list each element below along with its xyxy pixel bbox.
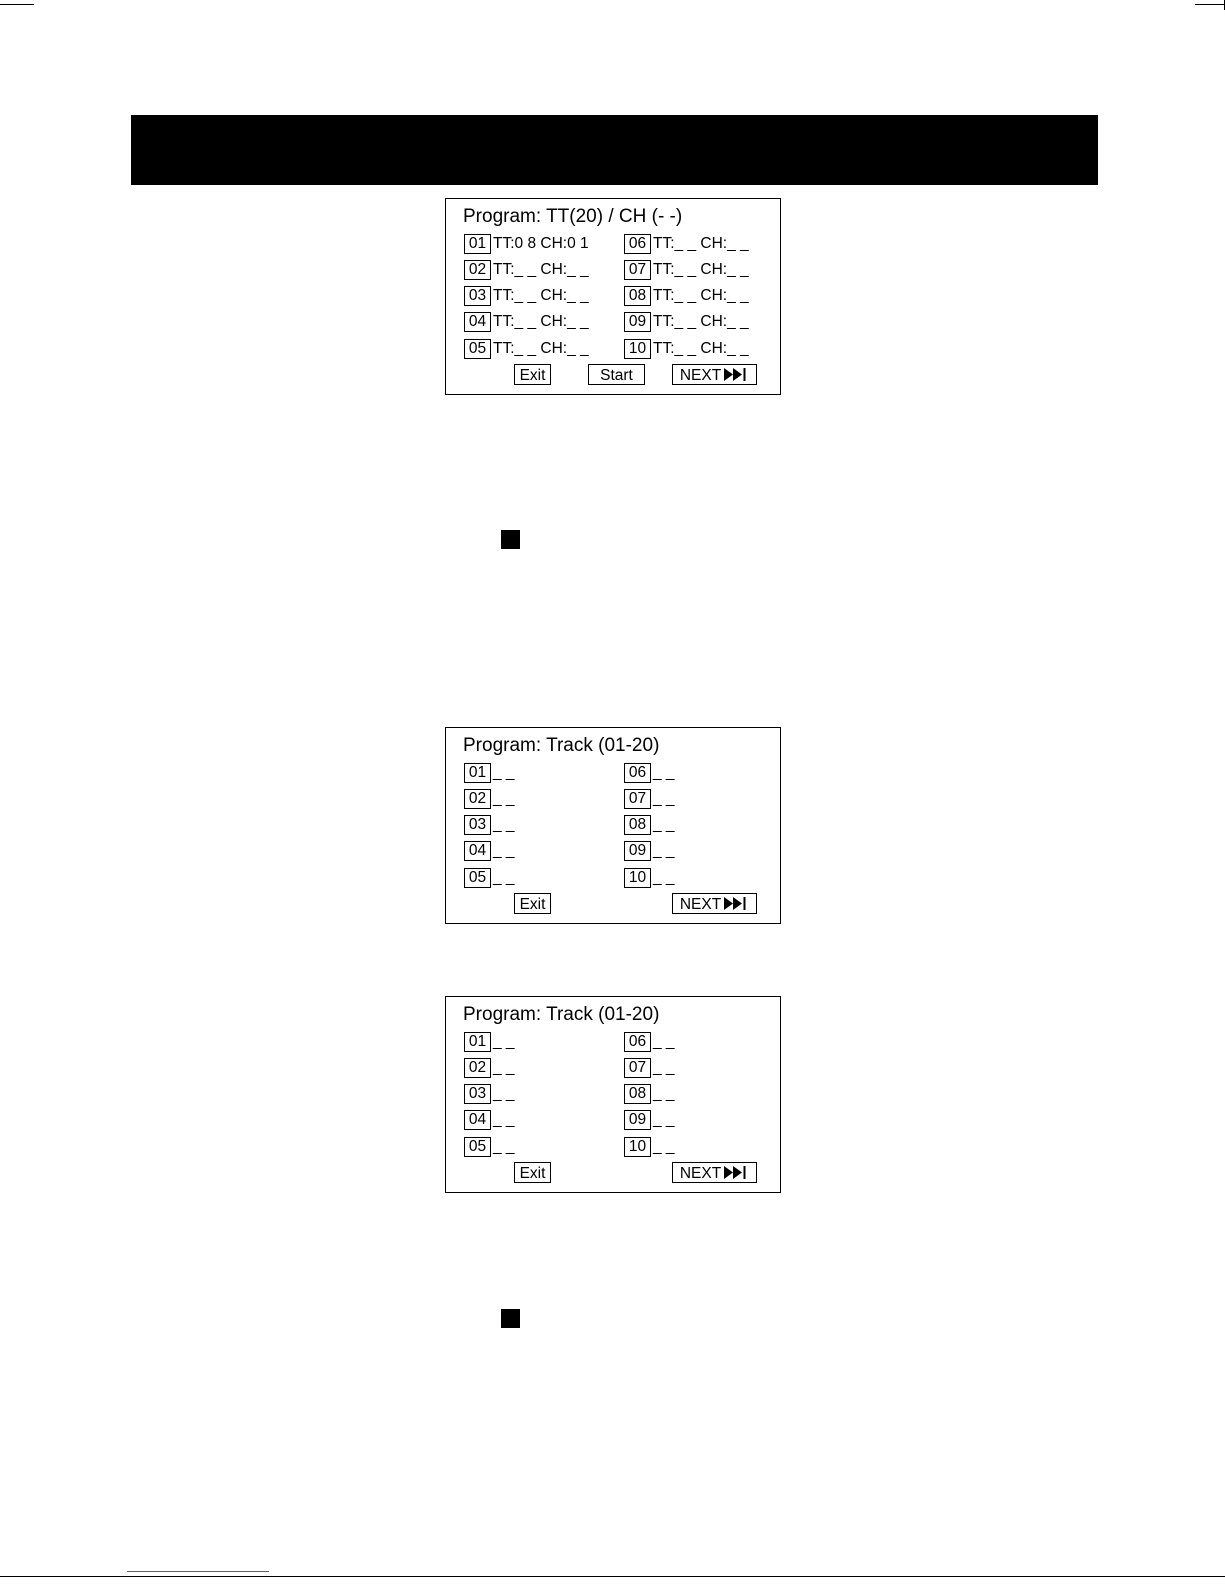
program-slot[interactable] <box>464 1058 515 1078</box>
slot-value: TT:_ _ CH:_ _ <box>493 340 589 357</box>
program-slot[interactable] <box>464 312 589 332</box>
program-slot[interactable] <box>464 1110 515 1130</box>
slot-number: 05 <box>464 1137 491 1157</box>
slot-value: _ _ <box>493 1033 515 1050</box>
slot-number: 08 <box>624 286 651 306</box>
section-header-band <box>131 115 1098 185</box>
slot-number: 02 <box>464 260 491 280</box>
next-button[interactable] <box>672 364 757 385</box>
slot-number: 06 <box>624 1032 651 1052</box>
next-button-label: NEXT <box>679 1165 722 1182</box>
slot-number: 01 <box>464 1032 491 1052</box>
program-slot[interactable] <box>624 234 749 254</box>
program-screen-title: Program: Track (01-20) <box>463 735 660 756</box>
program-slot[interactable] <box>464 815 515 835</box>
slot-value: TT:_ _ CH:_ _ <box>653 287 749 304</box>
program-slot[interactable] <box>464 868 515 888</box>
slot-value: TT:_ _ CH:_ _ <box>653 340 749 357</box>
slot-number: 05 <box>464 868 491 888</box>
program-slot[interactable] <box>624 1084 675 1104</box>
slot-value: TT:_ _ CH:_ _ <box>653 313 749 330</box>
next-button[interactable] <box>672 893 757 914</box>
program-slot[interactable] <box>624 339 749 359</box>
footer-rule <box>0 1576 1225 1577</box>
slot-value: _ _ <box>493 869 515 886</box>
slot-value: _ _ <box>493 1138 515 1155</box>
program-slot[interactable] <box>464 339 589 359</box>
program-slot[interactable] <box>624 1032 675 1052</box>
slot-number: 09 <box>624 841 651 861</box>
slot-number: 07 <box>624 260 651 280</box>
slot-value: _ _ <box>493 1111 515 1128</box>
slot-number: 09 <box>624 312 651 332</box>
slot-value: _ _ <box>653 842 675 859</box>
slot-number: 03 <box>464 1084 491 1104</box>
program-slot[interactable] <box>624 763 675 783</box>
exit-button[interactable] <box>514 893 551 914</box>
program-slot[interactable] <box>624 1058 675 1078</box>
next-button-label: NEXT <box>679 367 722 384</box>
program-slot[interactable] <box>624 1137 675 1157</box>
slot-number: 09 <box>624 1110 651 1130</box>
program-slot[interactable] <box>624 286 749 306</box>
slot-number: 01 <box>464 234 491 254</box>
exit-button-label: Exit <box>519 896 546 913</box>
slot-number: 01 <box>464 763 491 783</box>
slot-value: _ _ <box>653 1059 675 1076</box>
crop-mark-top-right <box>1195 4 1225 5</box>
start-button-label: Start <box>600 367 633 384</box>
crop-mark-top-left <box>0 4 34 5</box>
slot-value: TT:_ _ CH:_ _ <box>653 261 749 278</box>
program-slot[interactable] <box>624 260 749 280</box>
slot-value: TT:_ _ CH:_ _ <box>493 287 589 304</box>
slot-value: _ _ <box>653 1085 675 1102</box>
program-slot[interactable] <box>464 286 589 306</box>
program-slot[interactable] <box>624 841 675 861</box>
program-screen-title-chapter <box>445 198 781 395</box>
slot-value: _ _ <box>653 1138 675 1155</box>
exit-button-label: Exit <box>519 1165 546 1182</box>
slot-value: TT:_ _ CH:_ _ <box>653 235 749 252</box>
start-button[interactable] <box>588 364 645 385</box>
program-slot[interactable] <box>624 789 675 809</box>
slot-value: TT:0 8 CH:0 1 <box>493 235 589 252</box>
slot-number: 04 <box>464 312 491 332</box>
slot-number: 04 <box>464 1110 491 1130</box>
slot-value: _ _ <box>653 790 675 807</box>
next-button[interactable] <box>672 1162 757 1183</box>
slot-value: _ _ <box>653 1033 675 1050</box>
program-screen-title: Program: Track (01-20) <box>463 1004 660 1025</box>
slot-value: _ _ <box>493 816 515 833</box>
slot-value: _ _ <box>493 790 515 807</box>
skip-next-icon <box>724 1166 749 1179</box>
program-slot[interactable] <box>464 260 589 280</box>
slot-value: _ _ <box>493 842 515 859</box>
slot-number: 06 <box>624 763 651 783</box>
slot-number: 08 <box>624 1084 651 1104</box>
slot-number: 06 <box>624 234 651 254</box>
slot-number: 03 <box>464 286 491 306</box>
slot-number: 02 <box>464 1058 491 1078</box>
program-slot[interactable] <box>624 312 749 332</box>
slot-number: 02 <box>464 789 491 809</box>
program-screen-track <box>445 727 781 924</box>
program-slot[interactable] <box>624 815 675 835</box>
slot-number: 05 <box>464 339 491 359</box>
slot-number: 03 <box>464 815 491 835</box>
slot-number: 08 <box>624 815 651 835</box>
program-slot[interactable] <box>464 1032 515 1052</box>
footer-link-underline <box>127 1571 269 1572</box>
skip-next-icon <box>724 368 749 381</box>
program-screen-track <box>445 996 781 1193</box>
slot-number: 07 <box>624 789 651 809</box>
slot-number: 07 <box>624 1058 651 1078</box>
slot-value: _ _ <box>493 1085 515 1102</box>
skip-next-icon <box>724 897 749 910</box>
slot-value: _ _ <box>493 1059 515 1076</box>
slot-number: 10 <box>624 868 651 888</box>
slot-value: TT:_ _ CH:_ _ <box>493 261 589 278</box>
program-slot[interactable] <box>624 868 675 888</box>
slot-value: TT:_ _ CH:_ _ <box>493 313 589 330</box>
exit-button-label: Exit <box>519 367 546 384</box>
slot-value: _ _ <box>653 764 675 781</box>
program-slot[interactable] <box>464 763 515 783</box>
program-screen-title: Program: TT(20) / CH (- -) <box>463 206 683 227</box>
slot-value: _ _ <box>653 816 675 833</box>
slot-value: _ _ <box>653 1111 675 1128</box>
exit-button[interactable] <box>514 364 551 385</box>
stop-square-icon <box>501 530 520 549</box>
slot-number: 10 <box>624 1137 651 1157</box>
slot-value: _ _ <box>493 764 515 781</box>
slot-number: 04 <box>464 841 491 861</box>
program-slot[interactable] <box>464 234 589 254</box>
program-slot[interactable] <box>464 841 515 861</box>
program-slot[interactable] <box>464 1137 515 1157</box>
stop-square-icon <box>501 1309 520 1328</box>
slot-value: _ _ <box>653 869 675 886</box>
next-button-label: NEXT <box>679 896 722 913</box>
program-slot[interactable] <box>624 1110 675 1130</box>
program-slot[interactable] <box>464 789 515 809</box>
exit-button[interactable] <box>514 1162 551 1183</box>
slot-number: 10 <box>624 339 651 359</box>
program-slot[interactable] <box>464 1084 515 1104</box>
